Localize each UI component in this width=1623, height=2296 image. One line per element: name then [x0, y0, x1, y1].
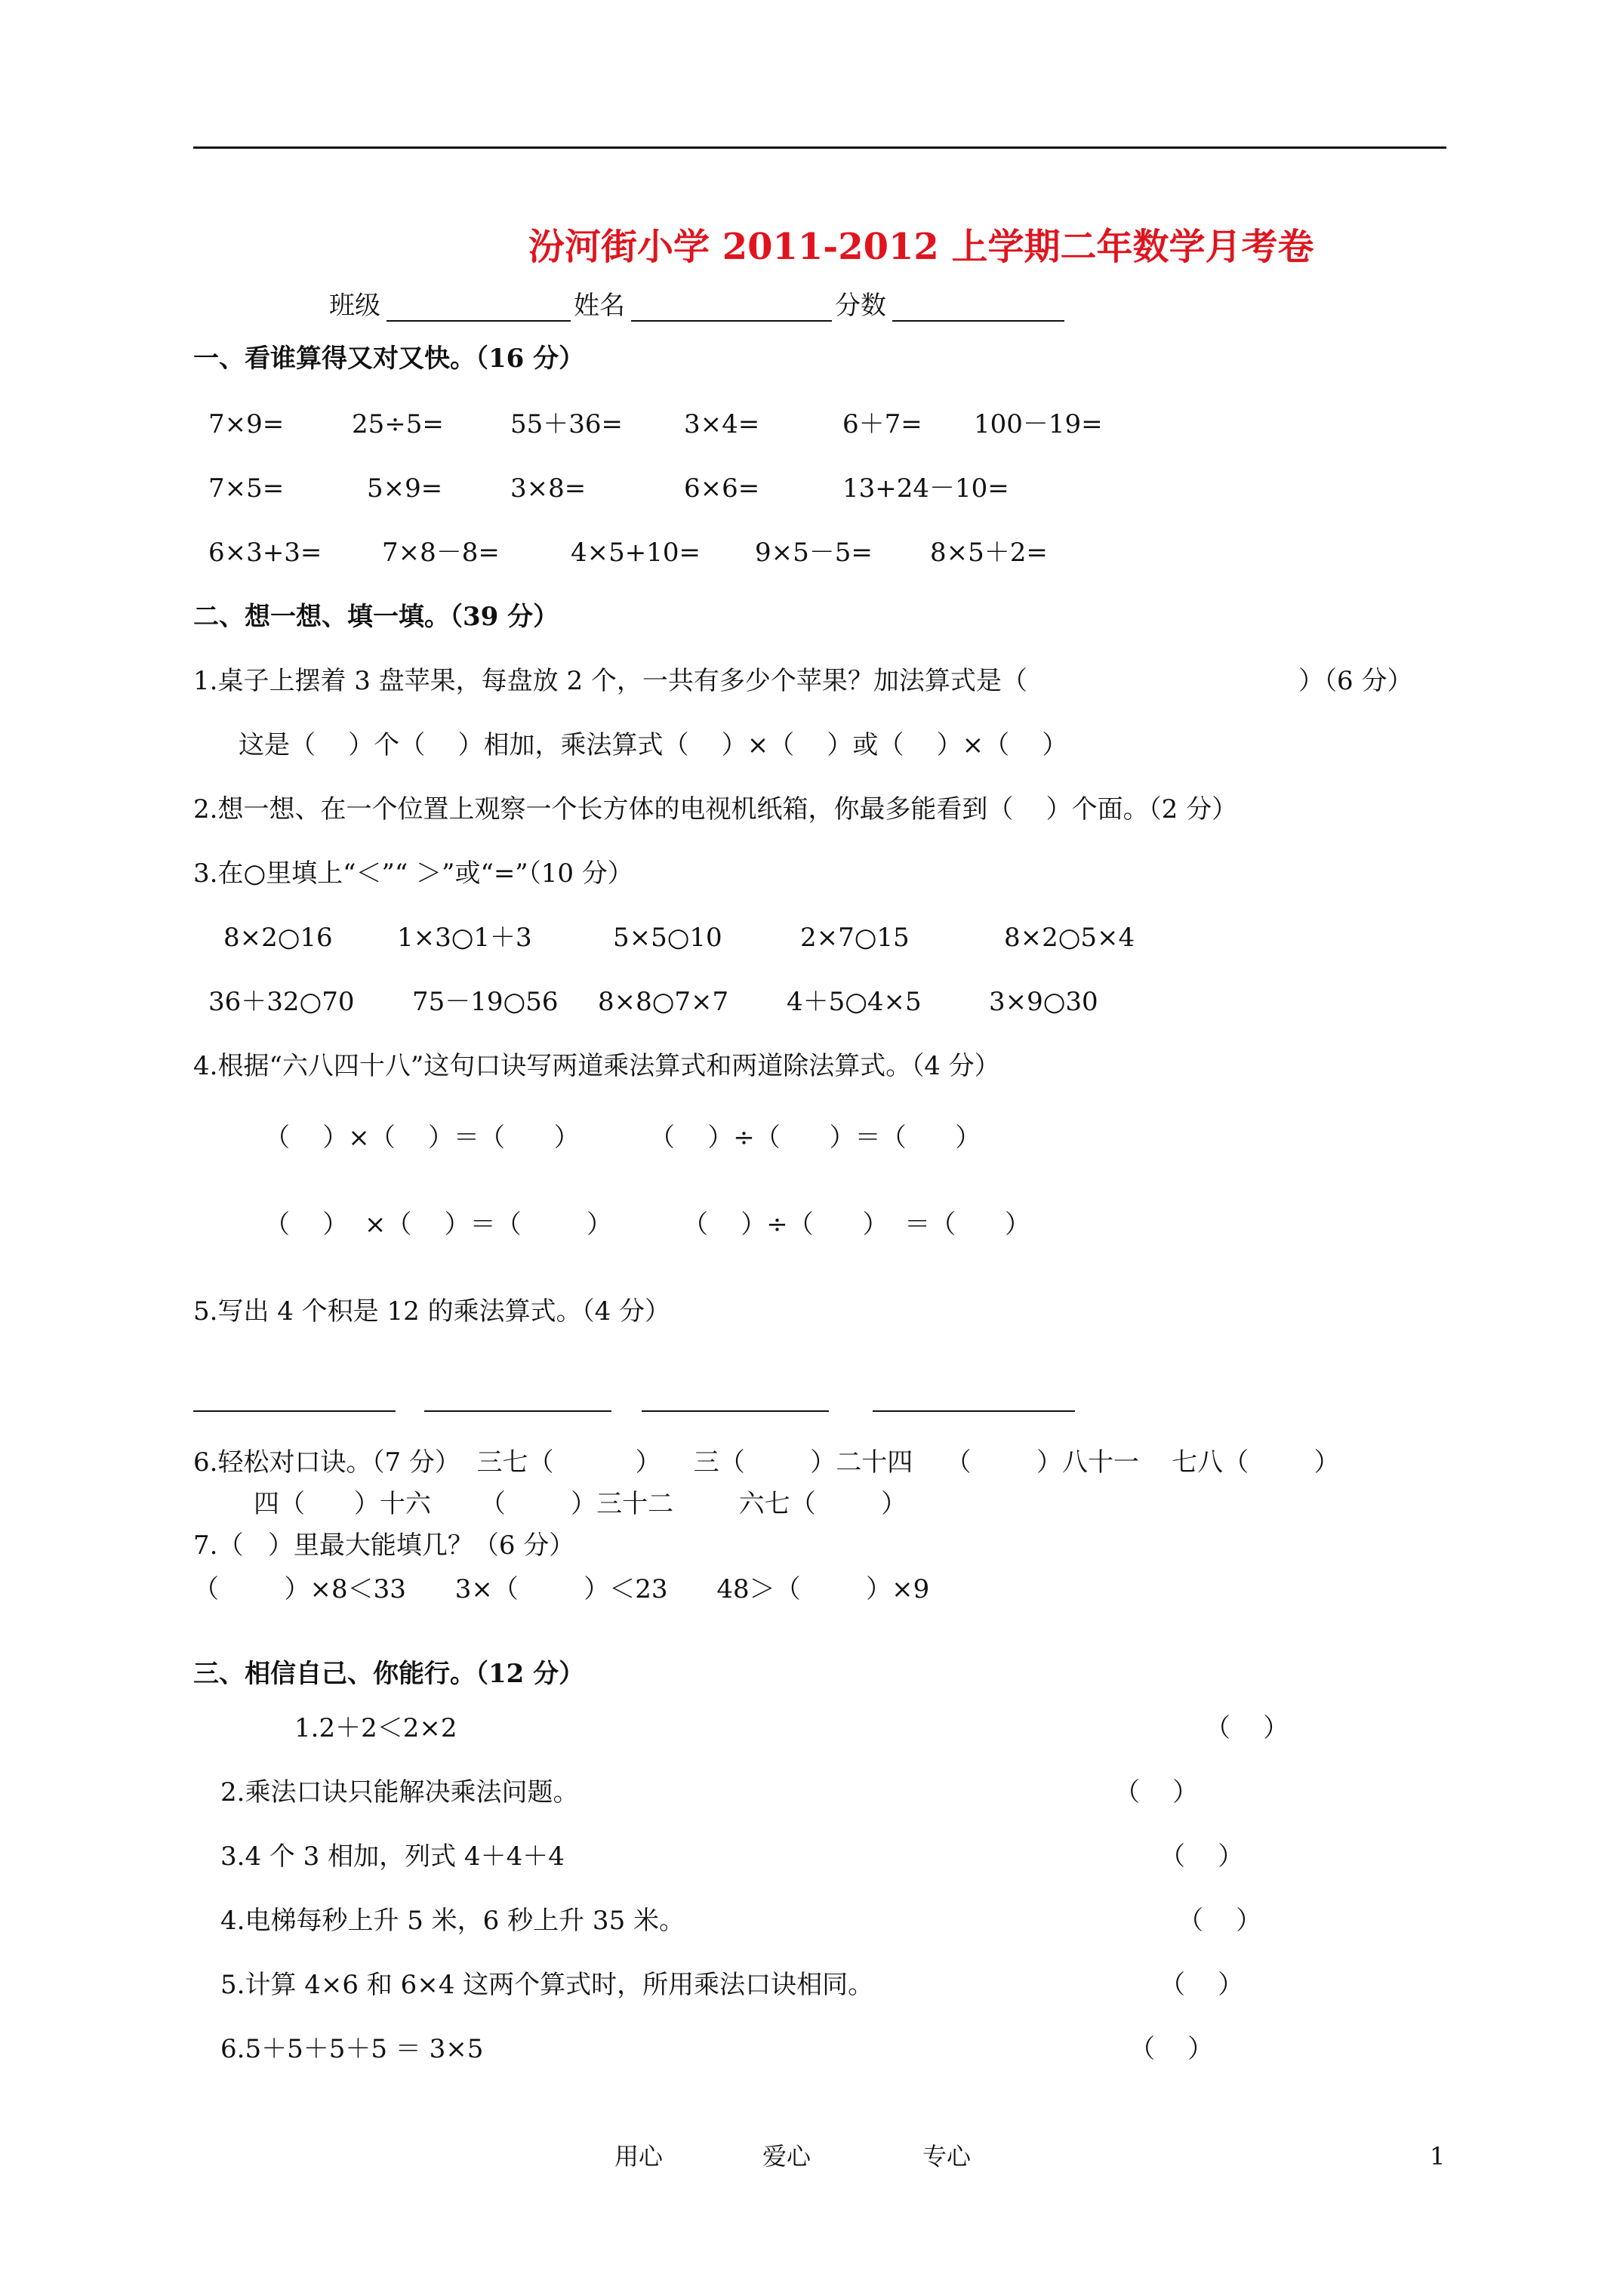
score-blank[interactable]	[892, 320, 1064, 322]
judge-item-5: 5.计算 4×6 和 6×4 这两个算式时，所用乘法口诀相同。	[220, 1970, 874, 2000]
q4-division-1[interactable]: （ ）÷（ ）＝（ ）	[649, 1123, 981, 1153]
question-1-score: ）（6 分）	[1298, 666, 1413, 696]
q5-answer-blank-2[interactable]	[424, 1410, 611, 1412]
question-4: 4.根据“六八四十八”这句口诀写两道乘法算式和两道除法算式。（4 分）	[193, 1051, 1000, 1081]
calc-item: 7×5=	[208, 473, 285, 504]
q4-division-2[interactable]: （ ）÷（ ） ＝（ ）	[682, 1210, 1031, 1240]
question-6-line1: 6.轻松对口诀。（7 分） 三七（ ） 三（ ）二十四 （ ）八十一 七八（ ）	[193, 1447, 1340, 1478]
score-label: 分数	[835, 291, 886, 321]
question-7-items[interactable]: （ ）×8＜33 3×（ ）＜23 48＞（ ）×9	[193, 1574, 930, 1604]
question-2: 2.想一想、在一个位置上观察一个长方体的电视机纸箱，你最多能看到（ ）个面。（2 分）	[193, 794, 1238, 824]
q5-answer-blank-1[interactable]	[193, 1410, 396, 1412]
compare-item[interactable]: 3×9○30	[989, 987, 1098, 1017]
judge-mark-2[interactable]: （ ）	[1114, 1777, 1199, 1808]
compare-item[interactable]: 8×2○16	[223, 923, 333, 953]
judge-item-6: 6.5＋5＋5＋5 ＝ 3×5	[220, 2034, 484, 2064]
calc-item: 7×9=	[208, 409, 285, 439]
judge-mark-4[interactable]: （ ）	[1178, 1906, 1262, 1936]
class-label: 班级	[329, 291, 380, 321]
page-number: 1	[1430, 2142, 1446, 2171]
q5-answer-blank-4[interactable]	[873, 1410, 1075, 1412]
calc-item: 6×6=	[684, 473, 760, 504]
calc-item: 55＋36=	[510, 409, 624, 439]
judge-mark-6[interactable]: （ ）	[1129, 2034, 1214, 2064]
calc-item: 6＋7=	[842, 409, 922, 439]
name-label: 姓名	[574, 291, 625, 321]
footer-word: 爱心	[762, 2142, 812, 2171]
compare-item[interactable]: 5×5○10	[613, 923, 722, 953]
calc-item: 3×8=	[510, 473, 587, 504]
judge-mark-3[interactable]: （ ）	[1160, 1841, 1244, 1872]
calc-item: 9×5－5=	[755, 538, 873, 568]
judge-mark-1[interactable]: （ ）	[1205, 1713, 1289, 1743]
compare-item[interactable]: 4＋5○4×5	[787, 987, 922, 1017]
question-6-line2: 四（ ）十六 （ ）三十二 六七（ ）	[254, 1489, 907, 1519]
judge-item-2: 2.乘法口诀只能解决乘法问题。	[220, 1777, 579, 1808]
calc-item: 100－19=	[974, 409, 1103, 439]
name-blank[interactable]	[631, 320, 832, 322]
class-blank[interactable]	[387, 320, 571, 322]
judge-item-3: 3.4 个 3 相加，列式 4＋4＋4	[220, 1841, 565, 1872]
question-1-line2: 这是（ ）个（ ）相加，乘法算式（ ）×（ ）或（ ）×（ ）	[239, 730, 1068, 760]
compare-item[interactable]: 1×3○1＋3	[397, 923, 532, 953]
compare-item[interactable]: 8×8○7×7	[598, 987, 729, 1017]
q4-multiplication-1[interactable]: （ ）×（ ）＝（ ）	[264, 1123, 580, 1153]
compare-item[interactable]: 36＋32○70	[208, 987, 355, 1017]
section3-heading: 三、相信自己、你能行。（12 分）	[193, 1659, 585, 1689]
compare-item[interactable]: 2×7○15	[800, 923, 910, 953]
calc-item: 5×9=	[367, 473, 443, 504]
judge-mark-5[interactable]: （ ）	[1160, 1970, 1244, 2000]
compare-item[interactable]: 8×2○5×4	[1004, 923, 1135, 953]
calc-item: 8×5＋2=	[930, 538, 1048, 568]
judge-item-1: 1.2＋2＜2×2	[294, 1713, 457, 1743]
calc-item: 13+24－10=	[842, 473, 1009, 504]
question-5: 5.写出 4 个积是 12 的乘法算式。（4 分）	[193, 1296, 671, 1327]
section2-heading: 二、想一想、填一填。（39 分）	[193, 602, 559, 632]
header-rule	[193, 146, 1446, 149]
question-7: 7.（ ）里最大能填几？（6 分）	[193, 1530, 575, 1561]
page-title: 汾河街小学 2011-2012 上学期二年数学月考卷	[528, 226, 1314, 268]
question-1-line1: 1.桌子上摆着 3 盘苹果，每盘放 2 个，一共有多少个苹果？加法算式是（	[193, 666, 1027, 696]
q4-multiplication-2[interactable]: （ ） ×（ ）＝（ ）	[264, 1210, 613, 1240]
calc-item: 7×8－8=	[382, 538, 500, 568]
calc-item: 3×4=	[684, 409, 760, 439]
calc-item: 25÷5=	[352, 409, 444, 439]
calc-item: 4×5+10=	[571, 538, 701, 568]
q5-answer-blank-3[interactable]	[642, 1410, 829, 1412]
footer-word: 专心	[922, 2142, 972, 2171]
section1-heading: 一、看谁算得又对又快。（16 分）	[193, 344, 585, 374]
footer-word: 用心	[614, 2142, 664, 2171]
question-3: 3.在○里填上“＜”“ ＞”或“=”（10 分）	[193, 858, 633, 889]
calc-item: 6×3+3=	[208, 538, 322, 568]
judge-item-4: 4.电梯每秒上升 5 米，6 秒上升 35 米。	[220, 1906, 685, 1936]
compare-item[interactable]: 75－19○56	[412, 987, 559, 1017]
